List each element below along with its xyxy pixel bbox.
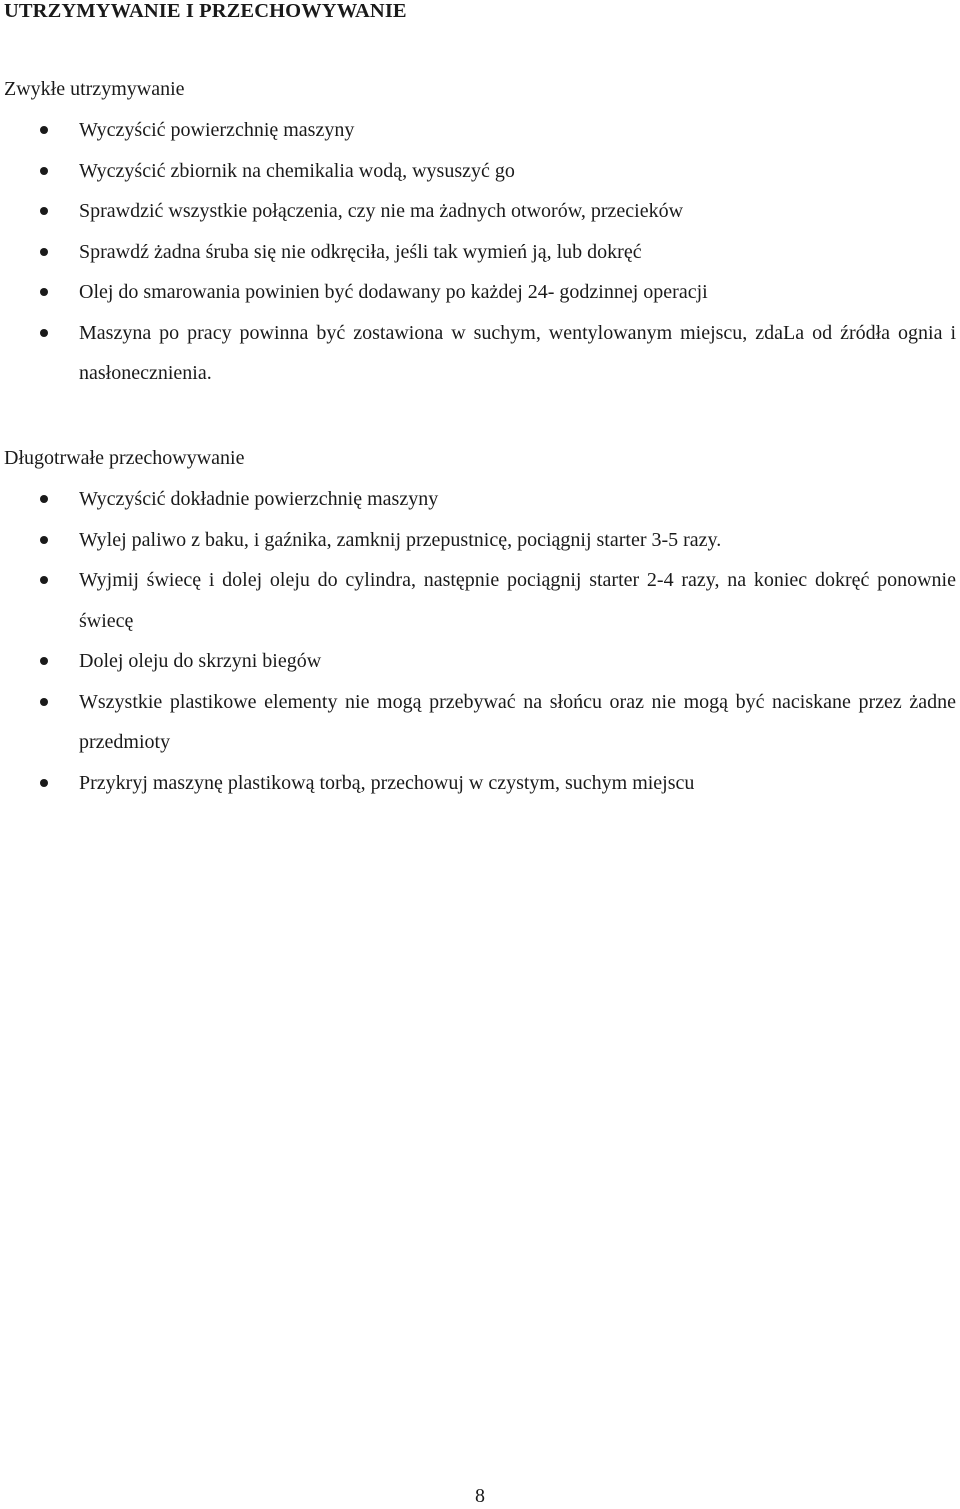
list-item: [0, 191, 956, 232]
list-item: [0, 682, 956, 763]
list-item-text: Sprawdź żadna śruba się nie odkręciła, jeśli tak wymień ją, lub dokręć: [79, 240, 642, 263]
long-term-storage-list: [0, 479, 956, 803]
list-item-text: Wyczyścić powierzchnię maszyny: [79, 119, 355, 141]
bullet-icon: [40, 495, 48, 503]
list-item: [0, 520, 956, 561]
list-item: [0, 313, 956, 394]
list-item: [0, 763, 956, 804]
list-item-text: Dolej oleju do skrzyni biegów: [79, 650, 322, 672]
list-item-text: Wyczyścić dokładnie powierzchnię maszyny: [79, 488, 439, 510]
list-item: [0, 479, 956, 520]
page-number: 8: [475, 1485, 485, 1507]
list-item: [0, 272, 956, 313]
bullet-icon: [40, 126, 48, 134]
list-item-text: Wylej paliwo z baku, i gaźnika, zamknij przepustnicę, pociągnij starter 3-5 razy.: [79, 528, 722, 551]
regular-maintenance-list: [0, 110, 956, 394]
bullet-icon: [40, 207, 48, 215]
document-title: UTRZYMYWANIE I PRZECHOWYWANIE: [4, 0, 407, 22]
bullet-icon: [40, 288, 48, 296]
list-item-text: Maszyna po pracy powinna być zostawiona w suchym, wentylowanym miejscu, zdaLa od źródła ognia i nasłonecznienia.: [79, 321, 956, 384]
bullet-icon: [40, 536, 48, 544]
section-heading-long-term-storage: Długotrwałe przechowywanie: [4, 447, 245, 469]
bullet-icon: [40, 248, 48, 256]
list-item-text: Przykryj maszynę plastikową torbą, przechowuj w czystym, suchym miejscu: [79, 771, 695, 794]
list-item-text: Sprawdzić wszystkie połączenia, czy nie ma żadnych otworów, przecieków: [79, 200, 684, 222]
list-item-text: Wyjmij świecę i dolej oleju do cylindra, następnie pociągnij starter 2-4 razy, na koniec dokręć ponownie świecę: [79, 569, 956, 632]
list-item-text: Olej do smarowania powinien być dodawany po każdej 24- godzinnej operacji: [79, 281, 708, 303]
bullet-icon: [40, 329, 48, 337]
bullet-icon: [40, 698, 48, 706]
list-item: [0, 641, 956, 682]
list-item: [0, 232, 956, 273]
list-item-text: Wyczyścić zbiornik na chemikalia wodą, wysuszyć go: [79, 159, 515, 182]
list-item-text: Wszystkie plastikowe elementy nie mogą przebywać na słońcu oraz nie mogą być naciskane przez żadne przedmioty: [79, 690, 956, 753]
list-item: [0, 151, 956, 192]
bullet-icon: [40, 167, 48, 175]
bullet-icon: [40, 657, 48, 665]
bullet-icon: [40, 576, 48, 584]
bullet-icon: [40, 779, 48, 787]
list-item: [0, 560, 956, 641]
list-item: [0, 110, 956, 151]
section-heading-regular-maintenance: Zwykłe utrzymywanie: [4, 78, 185, 100]
